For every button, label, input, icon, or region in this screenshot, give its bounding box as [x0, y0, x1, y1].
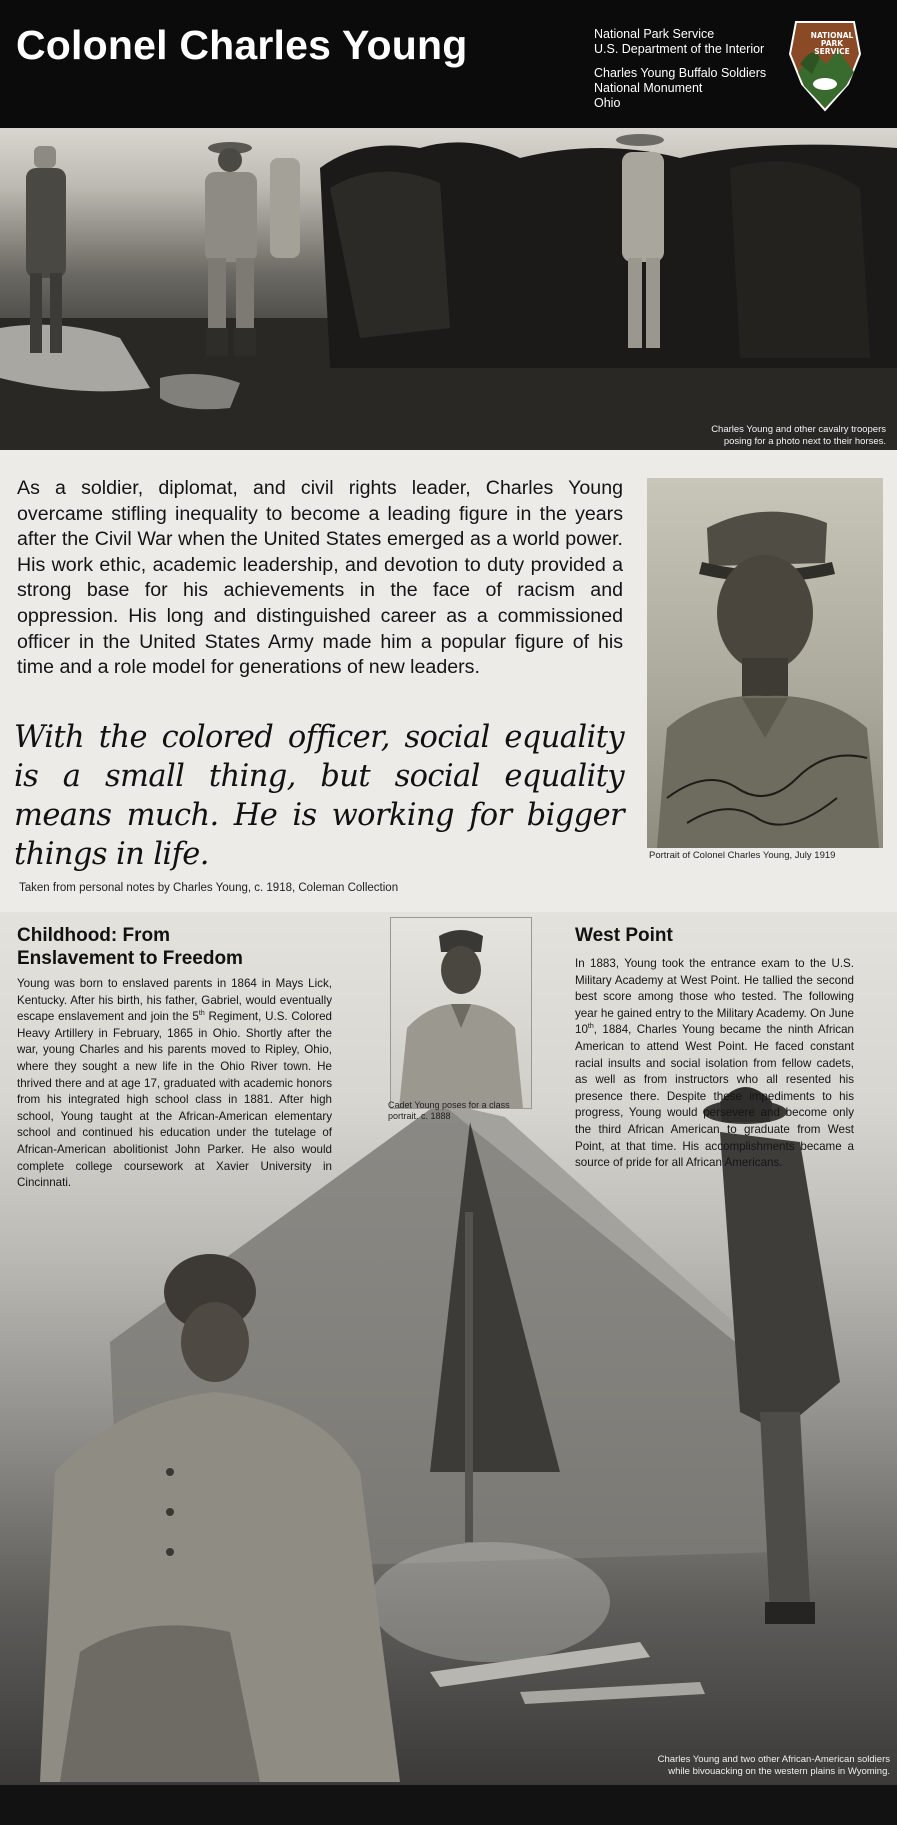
site-name-line2: National Monument	[594, 81, 703, 95]
logo-text-national: NATIONAL	[810, 31, 854, 40]
young-quote: With the colored officer, social equality is a small thing, but social equality means much. He is working for bigger things in life.	[14, 720, 624, 872]
west-point-text	[575, 956, 854, 1172]
nps-arrowhead-logo	[786, 14, 864, 112]
cavalry-photo	[0, 128, 897, 450]
childhood-heading-line2: Enslavement to Freedom	[17, 948, 243, 969]
bivouac-photo-caption	[620, 1754, 890, 1777]
caption-line: posing for a photo next to their horses.	[723, 436, 886, 447]
caption-line: Charles Young and other cavalry troopers	[711, 424, 886, 435]
footer-band	[0, 1785, 897, 1825]
cavalry-photo-caption	[666, 424, 886, 448]
intro-paragraph: As a soldier, diplomat, and civil rights leader, Charles Young overcame stifling inequality to become a leading figure in the years after the Civil War when the United States emerged as a world power. His work ethic, academic leadership, and devotion to duty provided a strong base for his achievements in the face of racism and oppression. His long and distinguished career as a commissioned officer in the United States Army made him a popular figure of his time and a role model for generations of new leaders.	[17, 477, 623, 679]
agency-name: National Park Service	[594, 27, 715, 41]
site-state: Ohio	[594, 96, 621, 110]
childhood-text-part2: Regiment, U.S. Colored Heavy Artillery in February, 1865 in Ohio. Shortly after the war, young Charles and his parents moved to Ripley, Ohio, where they sought a new life in the Ohio River town. He thrived there and at age 17, graduated with academic honors from his integrated high school class in 1881. After high school, Young taught at the African-American elementary school and continued his education under the tutelage of African-American abolitionist John Parker. He also would complete college coursework at Xavier University in Cincinnati.	[17, 1010, 333, 1190]
childhood-text-part1: Young was born to enslaved parents in 1864 in Mays Lick, Kentucky. After his birth, his father, Gabriel, would eventually escape enslavement and join the 5	[17, 977, 332, 1024]
west-point-heading: West Point	[575, 925, 673, 946]
portrait-photo	[647, 478, 883, 848]
portrait-caption: Portrait of Colonel Charles Young, July 1919	[649, 850, 836, 861]
department-name: U.S. Department of the Interior	[594, 42, 765, 56]
caption-line: while bivouacking on the western plains in Wyoming.	[668, 1765, 890, 1777]
logo-text-service: SERVICE	[814, 47, 850, 56]
cadet-portrait-photo	[390, 917, 532, 1109]
caption-line: Charles Young and two other African-American soldiers	[657, 1754, 890, 1765]
childhood-heading-line1: Childhood: From	[17, 925, 171, 946]
logo-text-park: PARK	[820, 39, 844, 48]
childhood-text-sup: th	[198, 1010, 205, 1018]
childhood-text	[17, 976, 332, 1192]
cadet-caption: Cadet Young poses for a class portrait. c. 1888	[388, 1100, 510, 1121]
page-title: Colonel Charles Young	[16, 22, 468, 68]
childhood-heading	[17, 924, 243, 970]
west-point-text-sup: th	[587, 1023, 594, 1031]
header-bar	[0, 0, 897, 128]
agency-block	[594, 27, 766, 111]
west-point-text-part1: In 1883, Young took the entrance exam to the U.S. Military Academy at West Point. He tallied the second best score among those who tested. The following year he gained entry to the Military Academy. On June 10	[575, 957, 854, 1037]
quote-source: Taken from personal notes by Charles Young, c. 1918, Coleman Collection	[19, 882, 399, 894]
west-point-text-part2: , 1884, Charles Young became the ninth African American to attend West Point. He faced constant racial insults and social isolation from fellow cadets, as well as from instructors who all resented his presence there. Despite these impediments to his progress, Young would persevere and become only the third African American to graduate from West Point, at that time. His accomplishments became a source of pride for all African Americans.	[575, 1023, 854, 1170]
site-name-line1: Charles Young Buffalo Soldiers	[594, 66, 767, 80]
